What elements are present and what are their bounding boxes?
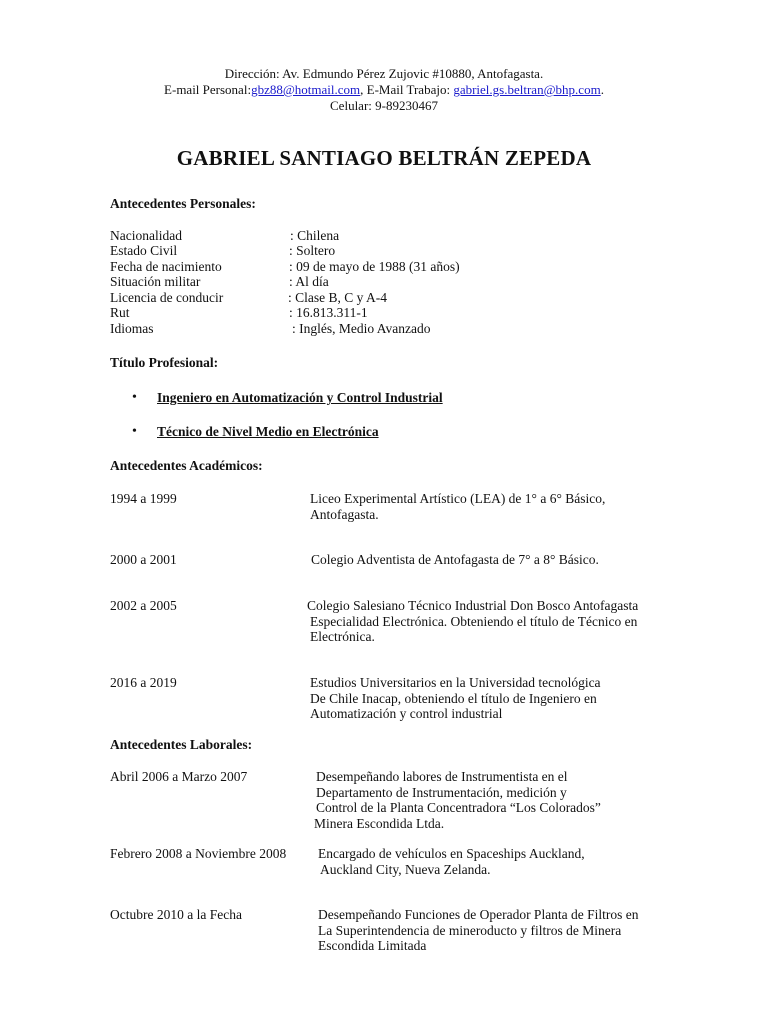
academic-period: 2016 a 2019: [110, 675, 177, 690]
email-line: [0, 82, 768, 98]
email-personal-label: E-mail Personal:: [164, 82, 252, 97]
academic-description: [311, 552, 599, 568]
description-line: Liceo Experimental Artístico (LEA) de 1° a 6° Básico,: [310, 491, 606, 506]
address-line: Dirección: Av. Edmundo Pérez Zujovic #10880, Antofagasta.: [224, 66, 544, 81]
bullet-icon: •: [132, 424, 137, 439]
personal-heading: Antecedentes Personales:: [110, 196, 256, 211]
description-line: Colegio Salesiano Técnico Industrial Don Bosco Antofagasta: [307, 598, 639, 613]
description-line: Auckland City, Nueva Zelanda.: [320, 861, 491, 877]
description-line: La Superintendencia de mineroducto y filtros de Minera: [318, 922, 622, 938]
field-label: Nacionalidad: [110, 228, 182, 243]
academic-description: [310, 675, 601, 722]
bullet-icon: •: [132, 390, 137, 405]
description-line: De Chile Inacap, obteniendo el título de Ingeniero en: [310, 690, 597, 706]
field-label: Estado Civil: [110, 243, 178, 258]
field-label: Situación militar: [110, 274, 201, 289]
description-line: Automatización y control industrial: [310, 706, 503, 721]
description-line: Encargado de vehículos en Spaceships Auckland,: [318, 846, 585, 861]
description-line: Colegio Adventista de Antofagasta de 7° a 8° Básico.: [311, 552, 599, 567]
field-value: : Soltero: [289, 243, 336, 258]
description-line: Estudios Universitarios en la Universidad tecnológica: [310, 675, 601, 690]
title-item: Técnico de Nivel Medio en Electrónica: [157, 424, 379, 439]
field-value: : 16.813.311-1: [289, 305, 368, 320]
contact-block: [0, 66, 768, 114]
work-heading: Antecedentes Laborales:: [110, 737, 253, 752]
work-period: Abril 2006 a Marzo 2007: [110, 769, 248, 784]
person-name: GABRIEL SANTIAGO BELTRÁN ZEPEDA: [176, 146, 592, 170]
work-period: Febrero 2008 a Noviembre 2008: [110, 846, 287, 861]
academic-heading: Antecedentes Académicos:: [110, 458, 263, 473]
phone-line: Celular: 9-89230467: [330, 98, 438, 113]
work-description: [318, 846, 585, 877]
description-line: Antofagasta.: [310, 506, 379, 522]
field-value: : Al día: [289, 274, 329, 289]
description-line: Desempeñando labores de Instrumentista en el: [316, 769, 568, 784]
academic-description: [310, 491, 605, 522]
description-line: Departamento de Instrumentación, medición y: [316, 784, 567, 800]
email-personal-link[interactable]: gbz88@hotmail.com: [251, 82, 361, 97]
work-description: [318, 907, 639, 954]
description-line: Minera Escondida Ltda.: [314, 815, 445, 831]
description-line: Desempeñando Funciones de Operador Planta de Filtros en: [318, 907, 639, 922]
academic-description: [307, 598, 638, 645]
field-value: : 09 de mayo de 1988 (31 años): [289, 259, 460, 274]
email-work-label: , E-Mail Trabajo:: [360, 82, 454, 97]
description-line: Electrónica.: [310, 629, 375, 644]
field-label: Licencia de conducir: [110, 290, 224, 305]
email-line-end: .: [600, 82, 604, 97]
description-line: Especialidad Electrónica. Obteniendo el título de Técnico en: [310, 613, 638, 629]
academic-period: 2000 a 2001: [110, 552, 177, 567]
field-value: : Chilena: [290, 228, 340, 243]
academic-period: 1994 a 1999: [110, 491, 177, 506]
field-label: Idiomas: [110, 321, 154, 336]
titles-heading: Título Profesional:: [110, 355, 219, 370]
field-label: Fecha de nacimiento: [110, 259, 222, 274]
field-label: Rut: [110, 305, 130, 320]
field-value: : Clase B, C y A-4: [288, 290, 388, 305]
field-value: : Inglés, Medio Avanzado: [292, 321, 431, 336]
description-line: Escondida Limitada: [318, 938, 427, 953]
email-work-link[interactable]: gabriel.gs.beltran@bhp.com: [453, 82, 601, 97]
title-item: Ingeniero en Automatización y Control Industrial: [157, 390, 443, 405]
description-line: Control de la Planta Concentradora “Los Colorados”: [316, 800, 601, 815]
academic-period: 2002 a 2005: [110, 598, 177, 613]
work-period: Octubre 2010 a la Fecha: [110, 907, 242, 922]
work-description: [316, 769, 601, 831]
